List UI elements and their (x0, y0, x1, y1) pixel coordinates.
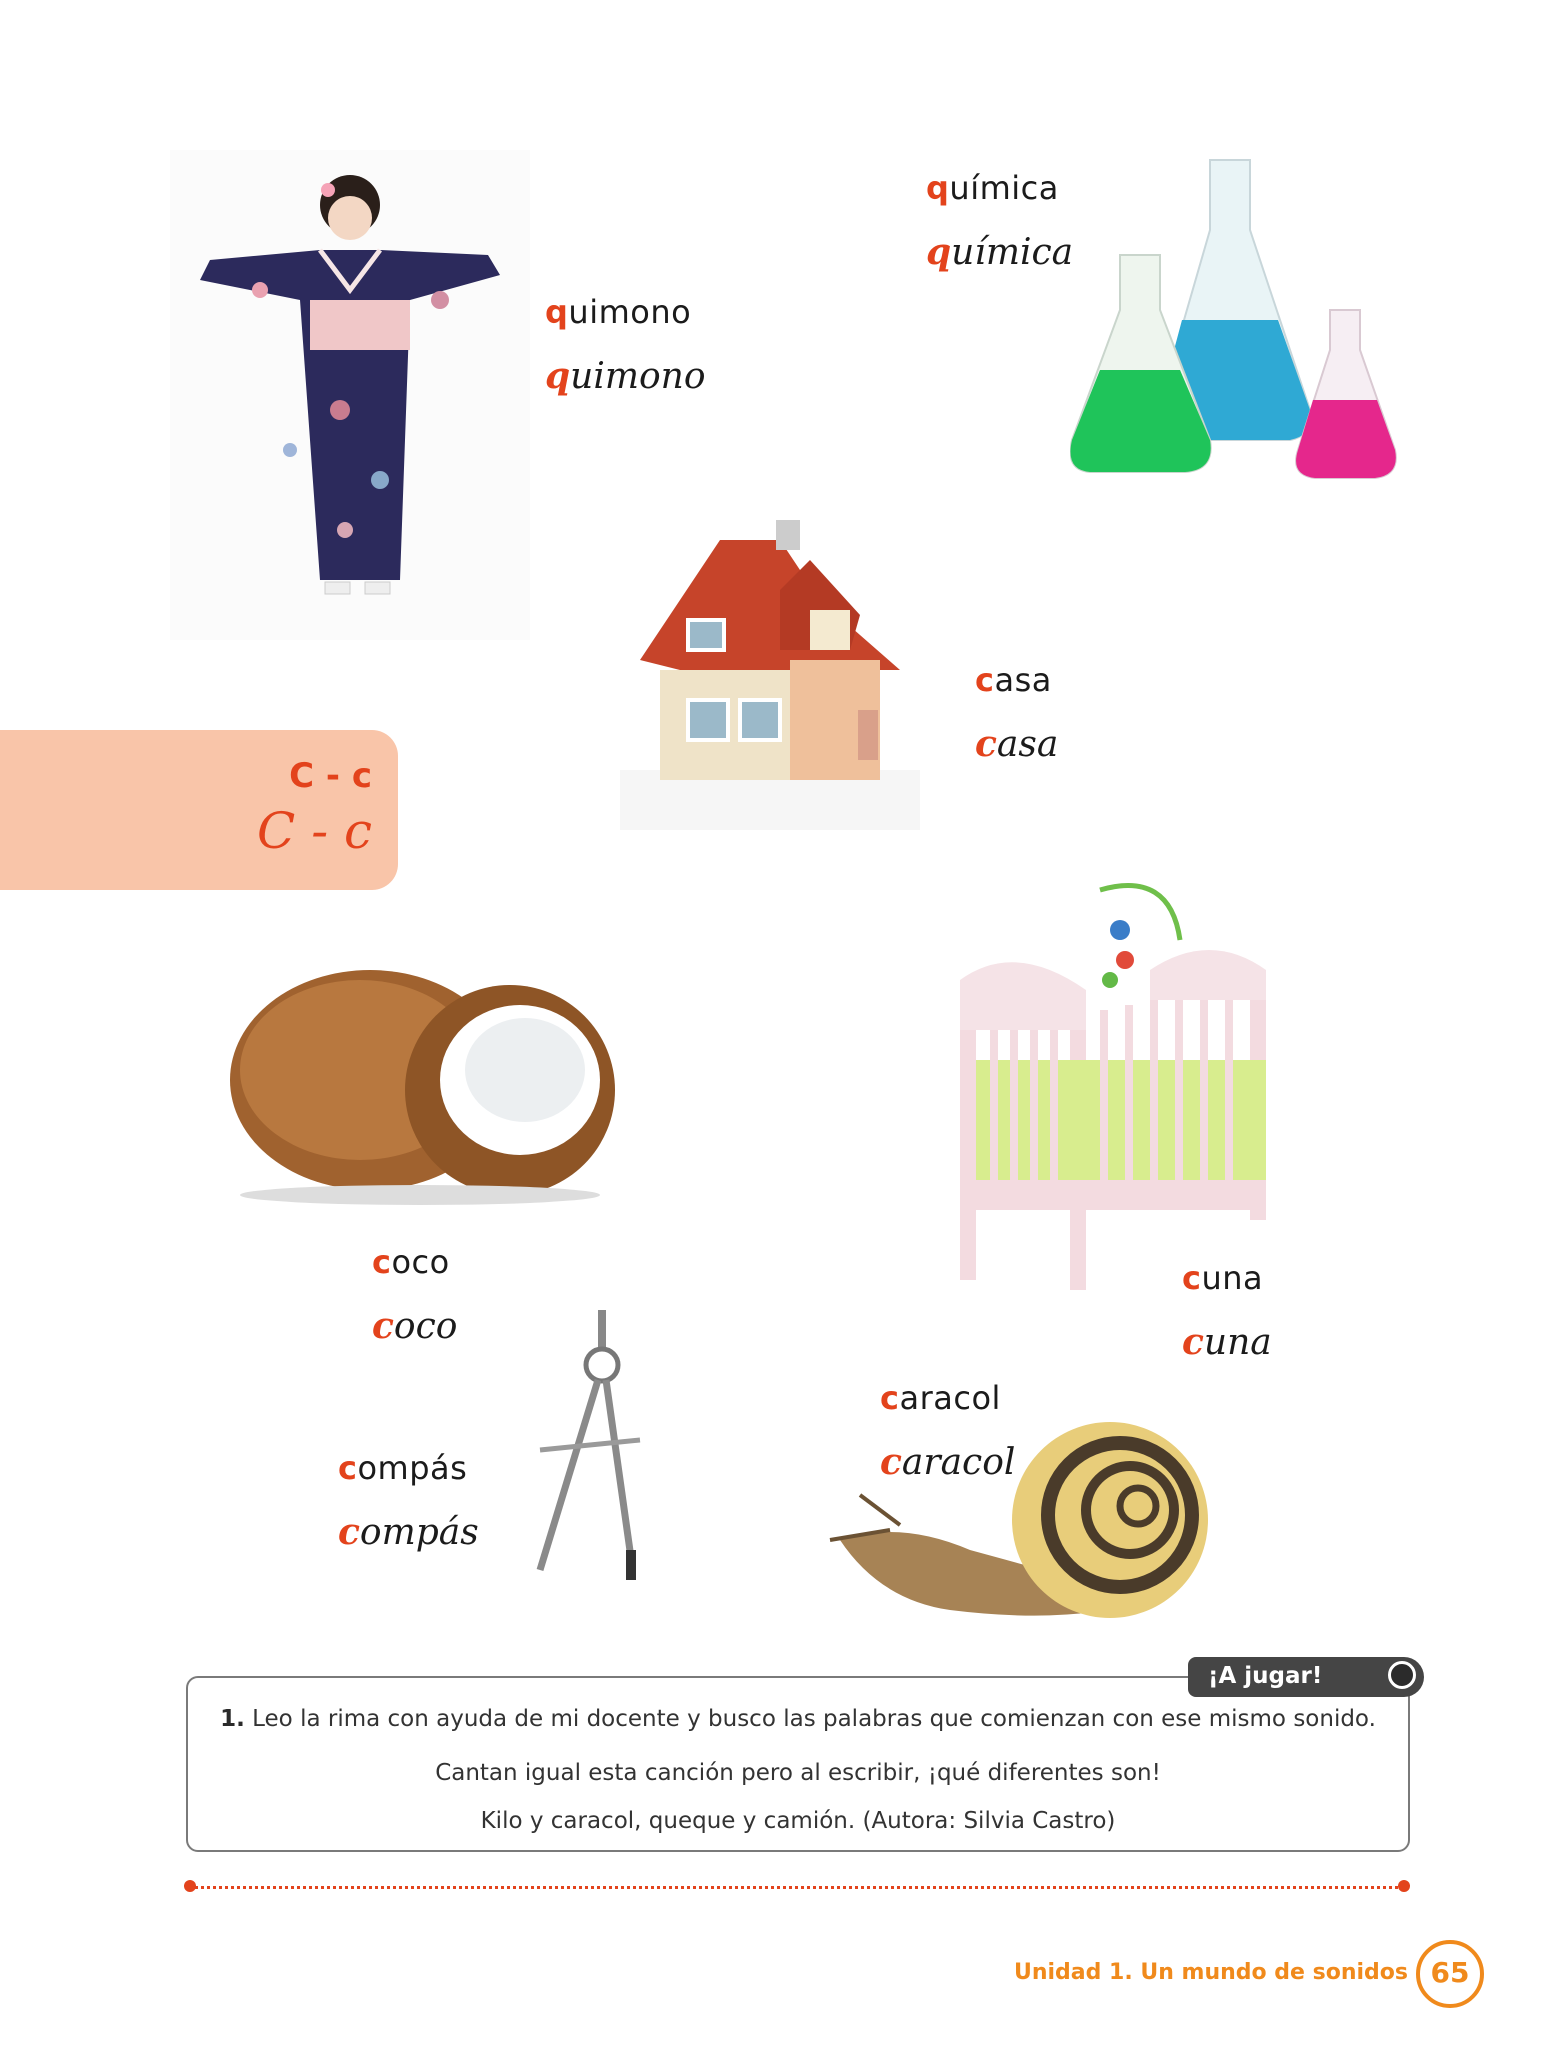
house-image (610, 520, 930, 840)
print-word: cuna (1182, 1259, 1264, 1297)
rhyme-line-2: Kilo y caracol, queque y camión. (Autora: Silvia Castro) (480, 1808, 1116, 1834)
divider (190, 1886, 1404, 1889)
letter-cursive: C - c (257, 802, 372, 860)
activity-tag-label: ¡A jugar! (1208, 1663, 1323, 1689)
page-number: 65 (1416, 1940, 1484, 2008)
activity-tag (1188, 1657, 1424, 1697)
kimono-image (170, 150, 530, 640)
word-casa (975, 660, 1058, 767)
divider-dot-icon (184, 1880, 196, 1892)
cursive-word: quimono (545, 355, 706, 397)
word-quimica (926, 168, 1073, 275)
word-cuna (1182, 1258, 1272, 1365)
activity-number: 1. (220, 1706, 245, 1732)
print-word: caracol (880, 1379, 1001, 1417)
unit-title: Unidad 1. Un mundo de sonidos (1013, 1960, 1408, 1985)
cursive-word: cuna (1182, 1321, 1272, 1363)
word-caracol (880, 1378, 1015, 1485)
cursive-word: coco (372, 1305, 458, 1347)
print-word: química (926, 169, 1059, 207)
activity-box (186, 1676, 1410, 1852)
letter-tab (0, 730, 398, 890)
cursive-word: caracol (880, 1441, 1016, 1483)
crib-image (950, 880, 1280, 1300)
cursive-word: compás (338, 1511, 479, 1553)
tag-dot-icon (1388, 1661, 1416, 1689)
rhyme-line-1: Cantan igual esta canción pero al escribir, ¡qué diferentes son! (435, 1760, 1161, 1786)
word-coco (372, 1242, 457, 1349)
coconut-image (220, 940, 620, 1210)
cursive-word: química (926, 231, 1074, 273)
word-compas (338, 1448, 479, 1555)
activity-instruction: 1. Leo la rima con ayuda de mi docente y busco las palabras que comienzan con ese mismo sonido. (220, 1706, 1376, 1732)
cursive-word: casa (975, 723, 1059, 765)
divider-dot-icon (1398, 1880, 1410, 1892)
print-word: quimono (545, 293, 692, 331)
compass-image (520, 1310, 650, 1590)
print-word: coco (372, 1243, 450, 1281)
word-quimono (545, 292, 706, 399)
letter-print: C - c (289, 756, 372, 796)
print-word: compás (338, 1449, 468, 1487)
print-word: casa (975, 661, 1052, 699)
flasks-image (1070, 150, 1410, 500)
